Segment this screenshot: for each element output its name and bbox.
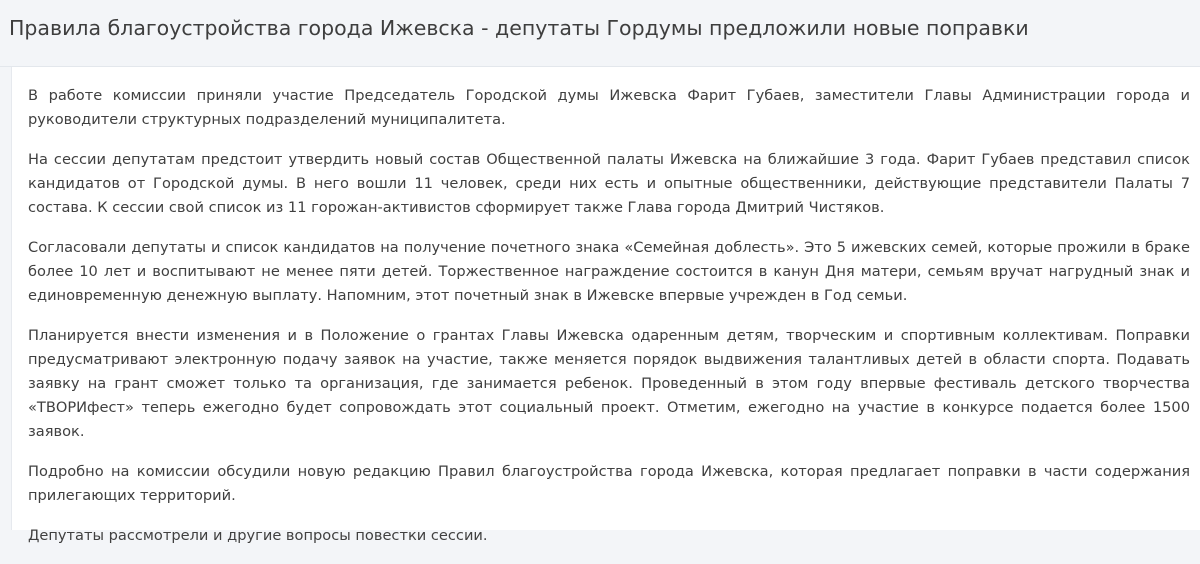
paragraph-commission: В работе комиссии приняли участие Председатель Городской думы Ижевска Фарит Губаев, заместители Главы Администрации города и руководители структурных подразделений муниципалитета.: [28, 87, 1190, 128]
paragraph-other-questions: Депутаты рассмотрели и другие вопросы повестки сессии.: [28, 527, 488, 544]
paragraph-family-valor: Согласовали депутаты и список кандидатов на получение почетного знака «Семейная доблесть». Это 5 ижевских семей, которые прожили в браке более 10 лет и воспитывают не менее пяти детей. Торжественное награждение состоится в канун Дня матери, семьям вручат нагрудный знак и единовременную денежную выплату. Напомним, этот почетный знак в Ижевске впервые учрежден в Год семьи.: [28, 239, 1190, 304]
article-content: [28, 84, 1190, 564]
article-title: Правила благоустройства города Ижевска - депутаты Гордумы предложили новые поправки: [9, 16, 1029, 40]
paragraph-public-chamber: На сессии депутатам предстоит утвердить новый состав Общественной палаты Ижевска на ближайшие 3 года. Фарит Губаев представил список кандидатов от Городской думы. В него вошли 11 человек, среди них есть и опытные общественники, действующие представители Палаты 7 состава. К сессии свой список из 11 горожан-активистов сформирует также Глава города Дмитрий Чистяков.: [28, 151, 1190, 216]
paragraph-improvement-rules: Подробно на комиссии обсудили новую редакцию Правил благоустройства города Ижевска, которая предлагает поправки в части содержания прилегающих территорий.: [28, 463, 1190, 504]
paragraph-grants: Планируется внести изменения и в Положение о грантах Главы Ижевска одаренным детям, творческим и спортивным коллективам. Поправки предусматривают электронную подачу заявок на участие, также меняется порядок выдвижения талантливых детей в области спорта. Подавать заявку на грант сможет только та организация, где занимается ребенок. Проведенный в этом году впервые фестиваль детского творчества «ТВОРИфест» теперь ежегодно будет сопровождать этот социальный проект. Отметим, ежегодно на участие в конкурсе подается более 1500 заявок.: [28, 327, 1190, 440]
article-body: [11, 67, 1200, 544]
article-header: [0, 0, 1200, 67]
